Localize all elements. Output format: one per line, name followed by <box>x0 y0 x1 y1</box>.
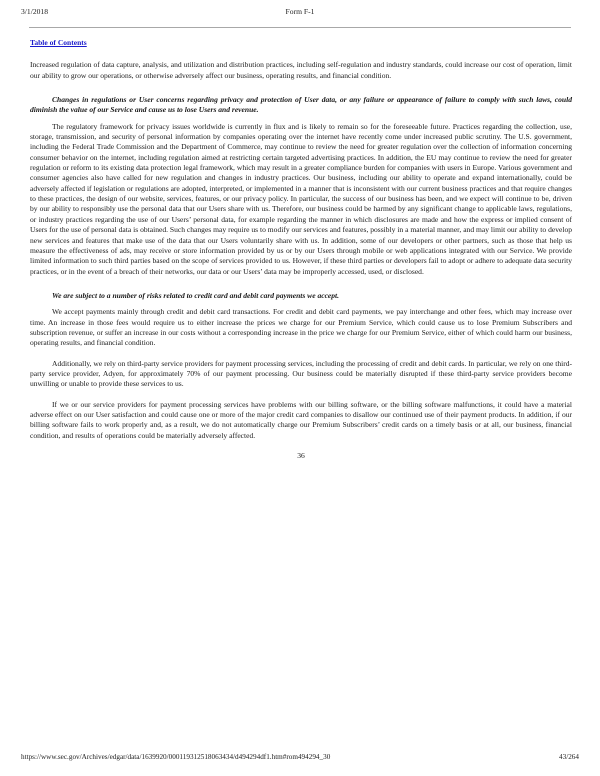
paragraph-payment-providers: Additionally, we rely on third-party service providers for payment processing services, including the processing of credit and debit cards. In particular, we rely on one third-party service provider, Adyen, for approximately 70% of our payment processing. Our business could be materially disrupted if these third-party service providers become unwilling or unable to provide these services to us. <box>30 358 572 389</box>
print-page-count: 43/264 <box>559 753 579 761</box>
risk-heading-privacy: Changes in regulations or User concerns regarding privacy and protection of User data, or any failure or appearance of failure to comply with such laws, could diminish the value of our Service and cause us to lose Users and revenue. <box>30 95 572 115</box>
source-url: https://www.sec.gov/Archives/edgar/data/1639920/000119312518063434/d494294df1.htm#rom494294_30 <box>21 753 331 761</box>
paragraph-card-fees: We accept payments mainly through credit and debit card transactions. For credit and debit card payments, we pay interchange and other fees, which may increase over time. An increase in those fees would require us to either increase the prices we charge for our Premium Service, which could cause us to lose Premium Subscribers and subscription revenue, or suffer an increase in our costs without a corresponding increase in the price we charge for our Premium Service, either of which could harm our business, operating results, and financial condition. <box>30 307 572 348</box>
document-title: Form F-1 <box>285 7 315 16</box>
header-divider <box>29 27 571 28</box>
paragraph-billing-software: If we or our service providers for payment processing services have problems with our billing software, or the billing software malfunctions, it could have a material adverse effect on our User satisfaction and could cause one or more of the major credit card companies to disallow our continued use of their payment products. In addition, if our billing software fails to work properly and, as a result, we do not automatically charge our Premium Subscribers’ credit cards on a timely basis or at all, our business, financial condition, and results of operations could be materially adversely affected. <box>30 399 572 440</box>
paragraph-regulation-intro: Increased regulation of data capture, analysis, and utilization and distribution practices, including self-regulation and industry standards, could increase our cost of operation, limit our ability to grow our operations, or otherwise adversely affect our business, operating results, and financial condition. <box>30 60 572 80</box>
page-number: 36 <box>297 451 305 460</box>
paragraph-privacy-framework: The regulatory framework for privacy issues worldwide is currently in flux and is likely to remain so for the foreseeable future. Practices regarding the collection, use, storage, transmission, and security of personal information by companies operating over the internet have recently come under increased public scrutiny. The U.S. government, including the Federal Trade Commission and the Department of Commerce, may continue to review the need for greater regulation over the collection of information concerning consumer behavior on the internet, including regulation aimed at restricting certain targeted advertising practices. In addition, the EU may continue to review the need for greater regulation or reform to its existing data protection legal framework, which may result in a greater compliance burden for companies with users in Europe. Various government and consumer agencies also have called for new regulation and changes in industry practices. Our business, including our ability to operate and expand internationally, could be adversely affected if legislation or regulations are adopted, interpreted, or implemented in a manner that is inconsistent with our current business practices and that require changes to these practices, the design of our website, services, features, or our privacy policy. In particular, the success of our business has been, and we expect will continue to be, driven by our ability to responsibly use the personal data that our Users share with us. Therefore, our business could be harmed by any significant change to applicable laws, regulations, or industry practices regarding the use of our Users’ personal data, for example regarding the manner in which disclosures are made and how the express or implied consent of Users for the use of personal data is obtained. Such changes may require us to modify our services and features, possibly in a material manner, and may limit our ability to develop new services and features that make use of the data that our Users voluntarily share with us. In addition, some of our developers or other partners, such as those that help us measure the effectiveness of ads, may receive or store information provided by us or by our Users through mobile or web applications integrated with our Service. We provide limited information to such third parties based on the scope of services provided to us. However, if these third parties or developers fail to adopt or adhere to adequate data security practices, or in the event of a breach of their networks, our data or our Users’ data may be improperly accessed, used, or disclosed. <box>30 121 572 276</box>
print-date: 3/1/2018 <box>21 7 49 16</box>
document-body <box>30 38 572 461</box>
print-header <box>21 7 579 19</box>
risk-heading-card-payments: We are subject to a number of risks related to credit card and debit card payments we accept. <box>52 290 340 300</box>
table-of-contents-link[interactable]: Table of Contents <box>30 38 87 47</box>
